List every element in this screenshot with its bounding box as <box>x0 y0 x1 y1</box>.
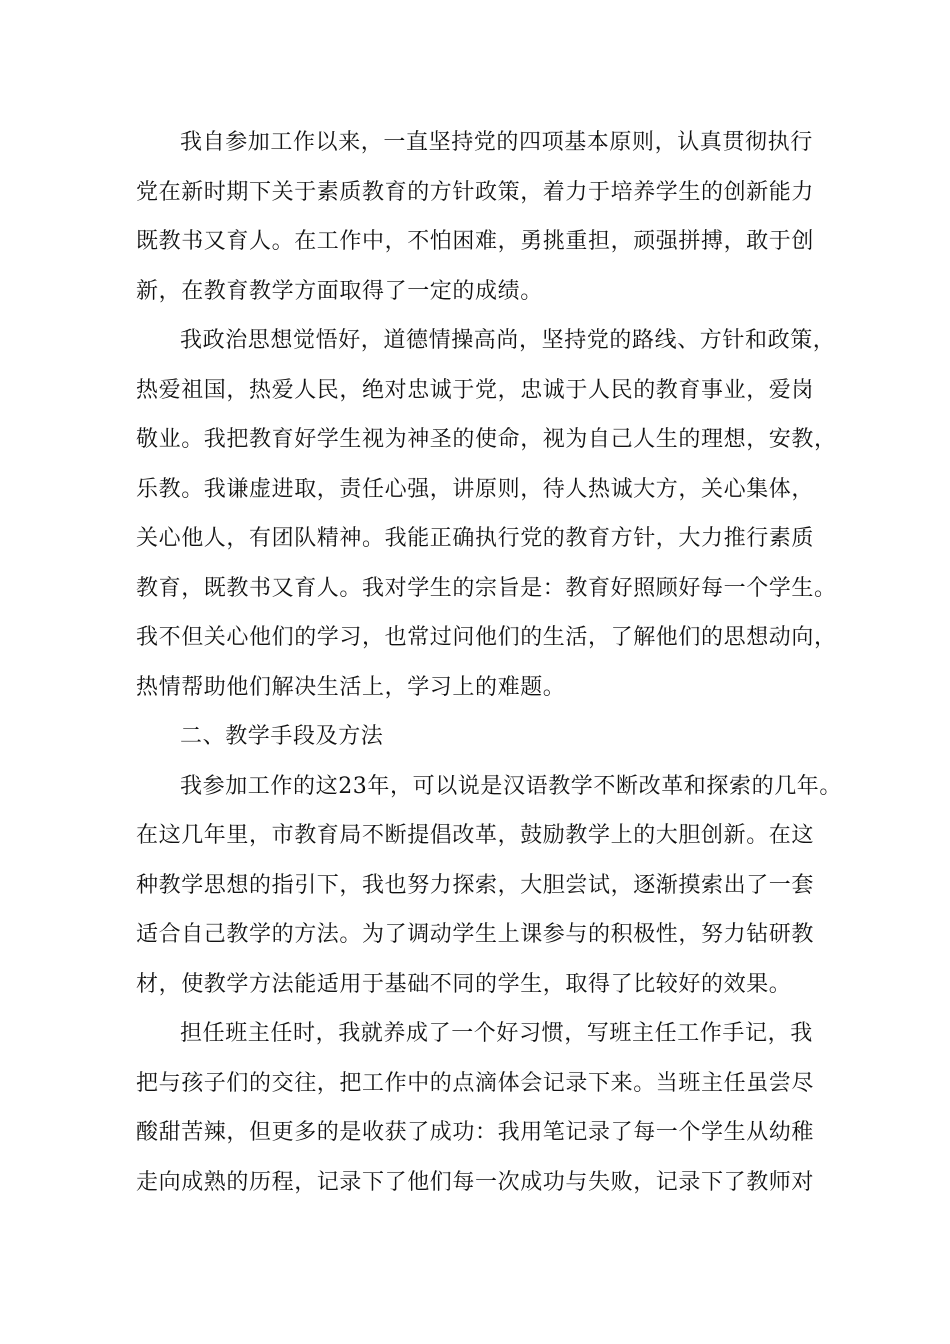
text-line: 担任班主任时，我就养成了一个好习惯，写班主任工作手记，我 <box>180 1021 813 1046</box>
document-body <box>136 118 842 1207</box>
text-line: 材，使教学方法能适用于基础不同的学生，取得了比较好的效果。 <box>136 971 792 997</box>
text-line: 我政治思想觉悟好，道德情操高尚，坚持党的路线、方针和政策， <box>180 328 836 353</box>
text-line: 关心他人，有团队精神。我能正确执行党的教育方针，大力推行素质 <box>136 526 815 551</box>
text-line: 既教书又育人。在工作中，不怕困难，勇挑重担，顽强拼搏，敢于创 <box>136 229 815 254</box>
text-line: 热爱祖国，热爱人民，绝对忠诚于党，忠诚于人民的教育事业，爱岗 <box>136 377 815 403</box>
text-line: 我不但关心他们的学习，也常过问他们的生活，了解他们的思想动向， <box>136 625 837 650</box>
text-line: 热情帮助他们解决生活上，学习上的难题。 <box>136 674 566 700</box>
text-line: 我参加工作的这23年，可以说是汉语教学不断改革和探索的几年。 <box>180 773 842 799</box>
text-line: 把与孩子们的交往，把工作中的点滴体会记录下来。当班主任虽尝尽 <box>136 1070 815 1096</box>
section-heading-text: 二、教学手段及方法 <box>180 724 384 749</box>
text-line: 在这几年里，市教育局不断提倡改革，鼓励教学上的大胆创新。在这 <box>136 823 815 848</box>
paragraph-teaching-methods <box>136 762 842 1010</box>
paragraph-work-principles <box>136 118 826 316</box>
text-line: 我自参加工作以来，一直坚持党的四项基本原则，认真贯彻执行 <box>180 130 813 155</box>
text-line: 敬业。我把教育好学生视为神圣的使命，视为自己人生的理想，安教， <box>136 427 837 452</box>
text-line: 走向成熟的历程，记录下了他们每一次成功与失败，记录下了教师对 <box>136 1169 815 1195</box>
text-line: 酸甜苦辣，但更多的是收获了成功：我用笔记录了每一个学生从幼稚 <box>136 1120 815 1145</box>
text-line: 适合自己教学的方法。为了调动学生上课参与的积极性，努力钻研教 <box>136 922 815 947</box>
paragraph-class-teacher <box>136 1009 826 1207</box>
text-line: 种教学思想的指引下，我也努力探索，大胆尝试，逐渐摸索出了一套 <box>136 872 815 898</box>
text-line: 新，在教育教学方面取得了一定的成绩。 <box>136 278 543 304</box>
text-line: 党在新时期下关于素质教育的方针政策，着力于培养学生的创新能力 <box>136 179 815 205</box>
text-line: 教育，既教书又育人。我对学生的宗旨是：教育好照顾好每一个学生。 <box>136 575 837 601</box>
section-heading <box>136 712 826 762</box>
paragraph-political-ideology <box>136 316 837 712</box>
text-line: 乐教。我谦虚进取，责任心强，讲原则，待人热诚大方，关心集体， <box>136 476 815 502</box>
